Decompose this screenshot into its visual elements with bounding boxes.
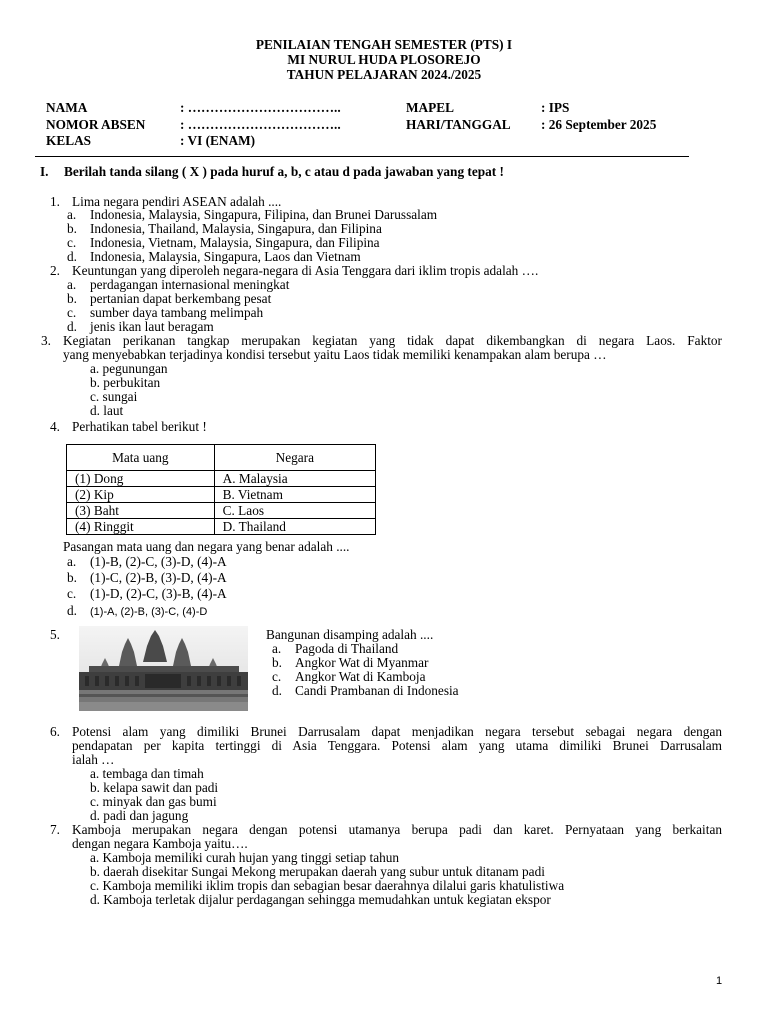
currency-table <box>66 444 376 535</box>
table-row <box>67 487 376 503</box>
option-letter[interactable]: a. <box>67 554 77 569</box>
option[interactable]: d. padi dan jagung <box>90 808 189 823</box>
option-text: Angkor Wat di Kamboja <box>295 669 426 684</box>
option[interactable]: a. pegunungan <box>90 361 168 376</box>
table-cell: (1) Dong <box>67 471 215 487</box>
question-text-line: pendapatan per kapita tertinggi di Asia Tenggara. Potensi alam yang utama dimiliki Brunei Darrusalam <box>72 739 722 753</box>
option-letter[interactable]: b. <box>67 570 77 585</box>
option-text: Indonesia, Thailand, Malaysia, Singapura, dan Filipina <box>90 221 382 236</box>
school-name: MI NURUL HUDA PLOSOREJO <box>287 52 481 67</box>
question-number: 6. <box>50 724 60 739</box>
option-text: perdagangan internasional meningkat <box>90 277 290 292</box>
table-row <box>67 519 376 535</box>
option[interactable]: b. kelapa sawit dan padi <box>90 780 219 795</box>
option-text: Pagoda di Thailand <box>295 641 399 656</box>
option[interactable]: d. Kamboja terletak dijalur perdagangan sehingga memudahkan untuk kegiatan ekspor <box>90 892 551 907</box>
question-number: 4. <box>50 419 60 434</box>
table-row <box>67 471 376 487</box>
option-letter[interactable]: c. <box>67 235 77 250</box>
table-row <box>67 503 376 519</box>
table-cell: B. Vietnam <box>214 487 375 503</box>
option-letter[interactable]: d. <box>67 319 77 334</box>
hari-tanggal-label: HARI/TANGGAL <box>406 117 511 132</box>
option-letter[interactable]: c. <box>67 305 77 320</box>
option-text: sumber daya tambang melimpah <box>90 305 264 320</box>
question-text: Perhatikan tabel berikut ! <box>72 419 207 434</box>
option-letter[interactable]: c. <box>272 669 282 684</box>
table-cell: D. Thailand <box>214 519 375 535</box>
question-number: 5. <box>50 627 60 642</box>
option-text: Indonesia, Malaysia, Singapura, Filipina, dan Brunei Darussalam <box>90 207 438 222</box>
question-text-line: Kegiatan perikanan tangkap merupakan kegiatan yang tidak dapat dikembangkan di negara Laos. Faktor <box>63 334 722 348</box>
option-letter[interactable]: d. <box>67 249 77 264</box>
section-number: I. <box>40 164 49 179</box>
nomor-absen-field[interactable]: : …………………………….. <box>180 117 341 132</box>
academic-year: TAHUN PELAJARAN 2024./2025 <box>286 67 482 82</box>
mapel-value: : IPS <box>541 100 570 115</box>
header-divider <box>35 156 689 157</box>
option-letter[interactable]: d. <box>272 683 282 698</box>
hari-tanggal-value: : 26 September 2025 <box>541 117 657 132</box>
exam-title: PENILAIAN TENGAH SEMESTER (PTS) I <box>255 37 513 52</box>
nomor-absen-label: NOMOR ABSEN <box>46 117 146 132</box>
question-number: 7. <box>50 822 60 837</box>
table-header: Negara <box>214 445 375 471</box>
table-cell: (2) Kip <box>67 487 215 503</box>
nama-field[interactable]: : …………………………….. <box>180 100 341 115</box>
option-letter[interactable]: a. <box>67 277 77 292</box>
option-letter[interactable]: b. <box>67 291 77 306</box>
table-header: Mata uang <box>67 445 215 471</box>
option-text: pertanian dapat berkembang pesat <box>90 291 272 306</box>
option-letter[interactable]: d. <box>67 603 77 618</box>
option-text: (1)-D, (2)-C, (3)-B, (4)-A <box>90 586 227 601</box>
section-instruction: Berilah tanda silang ( X ) pada huruf a, b, c atau d pada jawaban yang tepat ! <box>64 164 504 179</box>
mapel-label: MAPEL <box>406 100 455 115</box>
option-text: Candi Prambanan di Indonesia <box>295 683 459 698</box>
question-number: 2. <box>50 263 60 278</box>
question-text-line: Potensi alam yang dimiliki Brunei Darrusalam dapat menjadikan negara tersebut sebagai negara dengan <box>72 725 722 739</box>
question-text: Keuntungan yang diperoleh negara-negara di Asia Tenggara dari iklim tropis adalah …. <box>72 263 539 278</box>
option[interactable]: b. daerah disekitar Sungai Mekong merupakan daerah yang subur untuk ditanam padi <box>90 864 545 879</box>
question-text: Bangunan disamping adalah .... <box>266 627 434 642</box>
table-cell: A. Malaysia <box>214 471 375 487</box>
question-text-line: yang menyebabkan terjadinya kondisi tersebut yaitu Laos tidak memiliki kenampakan alam berupa … <box>63 347 607 362</box>
kelas-label: KELAS <box>46 133 92 148</box>
kelas-value: : VI (ENAM) <box>180 133 256 148</box>
question-text: Lima negara pendiri ASEAN adalah .... <box>72 194 282 209</box>
table-header-row <box>67 445 376 471</box>
option-text: Indonesia, Malaysia, Singapura, Laos dan Vietnam <box>90 249 361 264</box>
option-text: Indonesia, Vietnam, Malaysia, Singapura, dan Filipina <box>90 235 380 250</box>
option[interactable]: a. Kamboja memiliki curah hujan yang tinggi setiap tahun <box>90 850 400 865</box>
option-letter[interactable]: a. <box>67 207 77 222</box>
table-cell: C. Laos <box>214 503 375 519</box>
question-text-line: Kamboja merupakan negara dengan potensi utamanya berupa padi dan karet. Pernyataan yang berkaitan <box>72 823 722 837</box>
option-letter[interactable]: a. <box>272 641 282 656</box>
question-stem: Pasangan mata uang dan negara yang benar adalah .... <box>63 539 350 554</box>
option[interactable]: c. Kamboja memiliki iklim tropis dan sebagian besar daerahnya dilalui garis khatulistiwa <box>90 878 565 893</box>
nama-label: NAMA <box>46 100 88 115</box>
option-letter[interactable]: c. <box>67 586 77 601</box>
question-text-line: ialah … <box>72 752 115 767</box>
question-number: 3. <box>41 333 51 348</box>
table-cell: (4) Ringgit <box>67 519 215 535</box>
question-text-line: dengan negara Kamboja yaitu…. <box>72 836 248 851</box>
option[interactable]: b. perbukitan <box>90 375 161 390</box>
option-text: (1)-C, (2)-B, (3)-D, (4)-A <box>90 570 227 585</box>
option-text: Angkor Wat di Myanmar <box>295 655 429 670</box>
option-text: jenis ikan laut beragam <box>90 319 214 334</box>
option-letter[interactable]: b. <box>272 655 282 670</box>
angkor-wat-photo <box>79 626 248 711</box>
question-number: 1. <box>50 194 60 209</box>
option[interactable]: c. minyak dan gas bumi <box>90 794 217 809</box>
option-text: (1)-B, (2)-C, (3)-D, (4)-A <box>90 554 227 569</box>
option[interactable]: c. sungai <box>90 389 138 404</box>
option-text: (1)-A, (2)-B, (3)-C, (4)-D <box>90 606 208 618</box>
page-number: 1 <box>716 975 723 987</box>
option-letter[interactable]: b. <box>67 221 77 236</box>
option[interactable]: a. tembaga dan timah <box>90 766 204 781</box>
table-cell: (3) Baht <box>67 503 215 519</box>
option[interactable]: d. laut <box>90 403 124 418</box>
